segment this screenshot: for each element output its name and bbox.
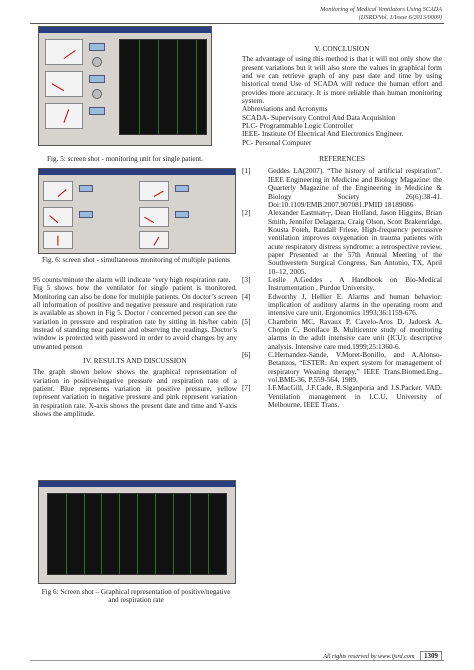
- reference-text: Leslie A.Geddes , A Handbook on Bio-Medical Instrumentation , Purdue University.: [268, 274, 442, 293]
- fig6-caption: Fig. 6: screen shot - simultaneous monitoring of multiple patients: [41, 256, 231, 264]
- reference-item: [242, 384, 442, 409]
- journal-issue: (IJSRD/Vol. 1/Issue 6/2013/0009): [358, 13, 442, 21]
- window-titlebar: [39, 169, 235, 175]
- pressure-gauge: [139, 207, 169, 227]
- reference-item: [242, 318, 442, 351]
- control-knob: [92, 57, 102, 67]
- control-knob: [92, 89, 102, 99]
- header-rule: [30, 23, 444, 24]
- running-header: [320, 6, 442, 21]
- acronym-line: PC- Personal Computer: [242, 137, 312, 147]
- value-display: [175, 211, 189, 218]
- fig5-screenshot: [38, 26, 212, 146]
- acronym-line: PLC- Programmable Logic Controller: [242, 121, 354, 131]
- trend-graph: [47, 493, 227, 575]
- references-heading: REFERENCES: [319, 154, 365, 164]
- reference-item: [242, 167, 442, 209]
- value-display: [89, 107, 105, 115]
- trend-graph: [119, 39, 207, 135]
- reference-item: [242, 209, 442, 276]
- reference-number: [7]: [242, 383, 251, 393]
- paragraph: Fig 5 shows how the ventilator for single patient is monitored. Monitoring can also be done for multiple patients. On doctor’s screen all information of positive and negative pressure and respiration rate is available as shown in Fig 5. Doctor / concerned person can see the variation in pressure and respiration rate by sitting in his/her cabin instead of standing near patient and observing the readings. Doctor’s window is protected with password in order to avoid changes by any unwanted person: [33, 283, 237, 351]
- pressure-gauge: [139, 181, 169, 201]
- reference-text: Chambrin MC, Ravaux P, Cavelo-Aros D, Jadorsk A, Chopin C, Boniface B. Multicentre study of monitoring alarms in the adult intensive care unit (ICU): descriptive analysis. Intensive care med.1999;25:1360-6.: [268, 316, 442, 351]
- right-column-text: [242, 45, 442, 409]
- value-display: [175, 185, 189, 192]
- pressure-gauge: [43, 207, 73, 227]
- reference-text: I.F.MacGill, J.F.Cade, R.Siganporia and J.S.Packer. VAD: Ventilation management in I.C.U, University of Melbourne, IEEE Trans.: [268, 383, 442, 410]
- respiration-gauge: [45, 103, 83, 129]
- fig7-caption: Fig 6: Screen shot – Graphical representation of positive/negative and respiration rate: [41, 588, 231, 605]
- footer-rule: [30, 660, 444, 661]
- reference-item: [242, 276, 442, 293]
- reference-number: [5]: [242, 316, 251, 326]
- acronyms-title: Abbreviations and Acronyms: [242, 104, 328, 114]
- paragraph: The advantage of using this method is that it will not only show the present variations but it will also store the values in graphical form and we can retrieve graph of any past date and time by using historical trend Use of SCADA will reduce the human effort and provides more accuracy. It is more reliable than human monitoring system.: [242, 54, 442, 106]
- fig7-screenshot: [38, 480, 236, 584]
- section-heading: V. CONCLUSION: [314, 44, 370, 53]
- acronym-line: IEEE- Institute Of Electrical And Electronics Engineer.: [242, 129, 404, 139]
- paragraph: 95 counts/minute the alarm will indicate ‘very high respiration rate.: [33, 275, 231, 284]
- left-column-text: [33, 276, 237, 419]
- respiration-gauge: [139, 231, 169, 249]
- reference-text: Edworthy J, Hellier E. Alarms and human behavior: implication of auditory alarms in the operating room and intensive care unit. Ergonomics 1993;36:1159-676.: [268, 291, 442, 318]
- value-display: [89, 43, 105, 51]
- value-display: [89, 75, 105, 83]
- reference-number: [4]: [242, 291, 251, 301]
- window-titlebar: [39, 481, 235, 487]
- paragraph: The graph shown below shows the graphical representation of variation in positive/negative pressure and respiration rate of a patient. Blue represents variation in positive pressure, yellow represent variation in negative pressure and pink represent variation in respiration rate. X-axis shows the present date and time and Y-axis shows the amplitude.: [33, 367, 237, 419]
- reference-number: [6]: [242, 350, 251, 360]
- value-display: [79, 185, 93, 192]
- reference-item: [242, 351, 442, 384]
- page-number: 1309: [420, 651, 442, 661]
- page-footer: [323, 652, 442, 660]
- journal-title: Monitoring of Medical Ventilators Using SCADA: [320, 6, 442, 13]
- value-display: [79, 211, 93, 218]
- reference-text: Geddes LA(2007). “The history of artificial respiration”. IEEE Engineering in Medicine and Biology Magazine: the Quarterly Magazine of the Engineering in Medicine & Biology Society 26(6):38-41. Doi:10.1109/EMB.2007.907081.PMID 18189086: [268, 166, 442, 209]
- reference-text: C.Hernandez-Sande, V.Moret-Bonillo, and A.Alonso-Betanzos, “ESTER: An expert system for management of respiratory Weaning therapy,” IEEE Trans.Biomed.Eng., vol.BME-36, P.559-564, 1989.: [268, 350, 442, 385]
- fig5-caption: Fig. 5: screen shot - monitoring unit for single patient.: [47, 155, 203, 163]
- copyright-text: All rights reserved by www.ijsrd.com: [323, 653, 415, 660]
- respiration-gauge: [43, 231, 73, 249]
- reference-text: Alexander Eastman┬, Dean Holland, Jason Higgins, Brian Smith, Jennifer Delagarza, Craig Olson, Scott Brakenridge, Kousta Foteh, Randall Friese, High-frequency percussive ventilation improves oxygenation in trauma patients with acute respiratory distress syndrome: a retrospective review, paper Presented at the 57th Annual Meeting of the Southwestern Surgical Congress, San Antonio, TX, April 10–12, 2005.: [268, 208, 442, 276]
- window-titlebar: [39, 27, 211, 33]
- section-heading: IV. RESULTS AND DISCUSSION: [83, 356, 187, 366]
- reference-item: [242, 293, 442, 318]
- reference-number: [1]: [242, 166, 251, 176]
- fig6-screenshot: [38, 168, 236, 254]
- pressure-gauge: [45, 39, 83, 65]
- pressure-gauge: [45, 71, 83, 97]
- pressure-gauge: [43, 181, 73, 201]
- acronym-line: SCADA- Supervisory Control And Data Acquisition: [242, 112, 396, 122]
- reference-number: [2]: [242, 208, 251, 218]
- reference-number: [3]: [242, 274, 251, 284]
